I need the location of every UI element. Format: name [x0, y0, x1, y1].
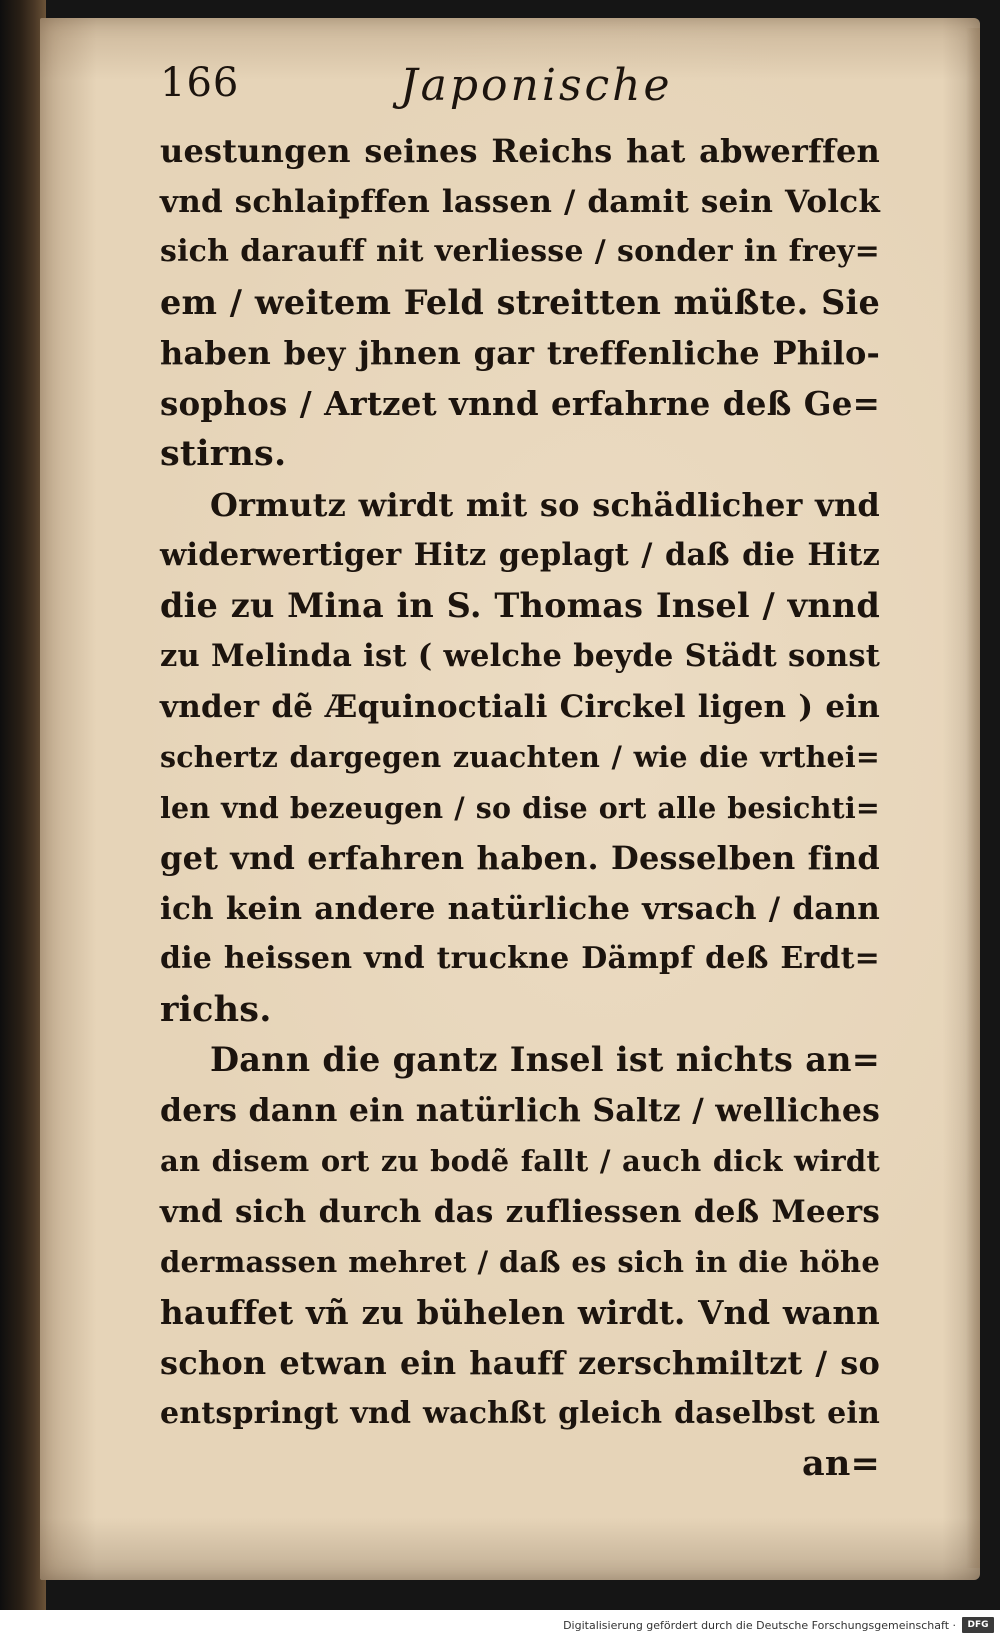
- funding-credit: Digitalisierung gefördert durch die Deutsche Forschungsgemeinschaft ·: [563, 1619, 956, 1632]
- footer-bar: [0, 1610, 1000, 1642]
- text-line: hauffet vñ zu bühelen wirdt. Vnd wann: [160, 1292, 880, 1332]
- text-line: haben bey jhnen gar treffenliche Philo-: [160, 334, 880, 372]
- text-line: ich kein andere natürliche vrsach / dann: [160, 890, 880, 927]
- text-line: vnd sich durch das zufliessen deß Meers: [160, 1193, 880, 1230]
- text-line: die zu Mina in S. Thomas Insel / vnnd: [160, 585, 880, 625]
- page-header: [115, 52, 895, 122]
- text-line: an disem ort zu bodẽ fallt / auch dick wirdt: [160, 1144, 880, 1178]
- body-text: [160, 126, 880, 1490]
- text-line: schertz dargegen zuachten / wie die vrthei=: [160, 740, 880, 774]
- page-edge: [966, 28, 980, 1568]
- text-line: len vnd bezeugen / so dise ort alle besichti=: [160, 790, 880, 825]
- text-line: dermassen mehret / daß es sich in die höhe: [160, 1245, 880, 1279]
- text-line: vnder dẽ Æquinoctiali Circkel ligen ) ein: [160, 688, 880, 725]
- running-head: Japonische: [400, 60, 673, 111]
- text-line: em / weitem Feld streitten müßte. Sie: [160, 282, 880, 322]
- text-line: die heissen vnd truckne Dämpf deß Erdt=: [160, 941, 880, 976]
- text-line: zu Melinda ist ( welche beyde Städt sonst: [160, 638, 880, 674]
- text-line: stirns.: [160, 433, 287, 474]
- text-line: entspringt vnd wachßt gleich daselbst ein: [160, 1395, 880, 1431]
- text-line: widerwertiger Hitz geplagt / daß die Hitz: [160, 537, 880, 573]
- text-line: vnd schlaipffen lassen / damit sein Volck: [160, 183, 880, 220]
- text-line: sich darauff nit verliesse / sonder in frey=: [160, 234, 880, 269]
- paragraph-start-line: Ormutz wirdt mit so schädlicher vnd: [210, 485, 880, 524]
- catchword: an=: [801, 1443, 880, 1484]
- paragraph-start-line: Dann die gantz Insel ist nichts an=: [210, 1040, 880, 1079]
- text-line: get vnd erfahren haben. Desselben find: [160, 839, 880, 877]
- text-line: sophos / Artzet vnnd erfahrne deß Ge=: [160, 383, 880, 423]
- text-line: ders dann ein natürlich Saltz / welliches: [160, 1091, 880, 1129]
- text-line: uestungen seines Reichs hat abwerffen: [160, 132, 880, 170]
- dfg-logo: DFG: [962, 1617, 994, 1633]
- page-number: 166: [160, 60, 240, 106]
- text-line: richs.: [160, 988, 272, 1030]
- text-line: schon etwan ein hauff zerschmiltzt / so: [160, 1344, 880, 1382]
